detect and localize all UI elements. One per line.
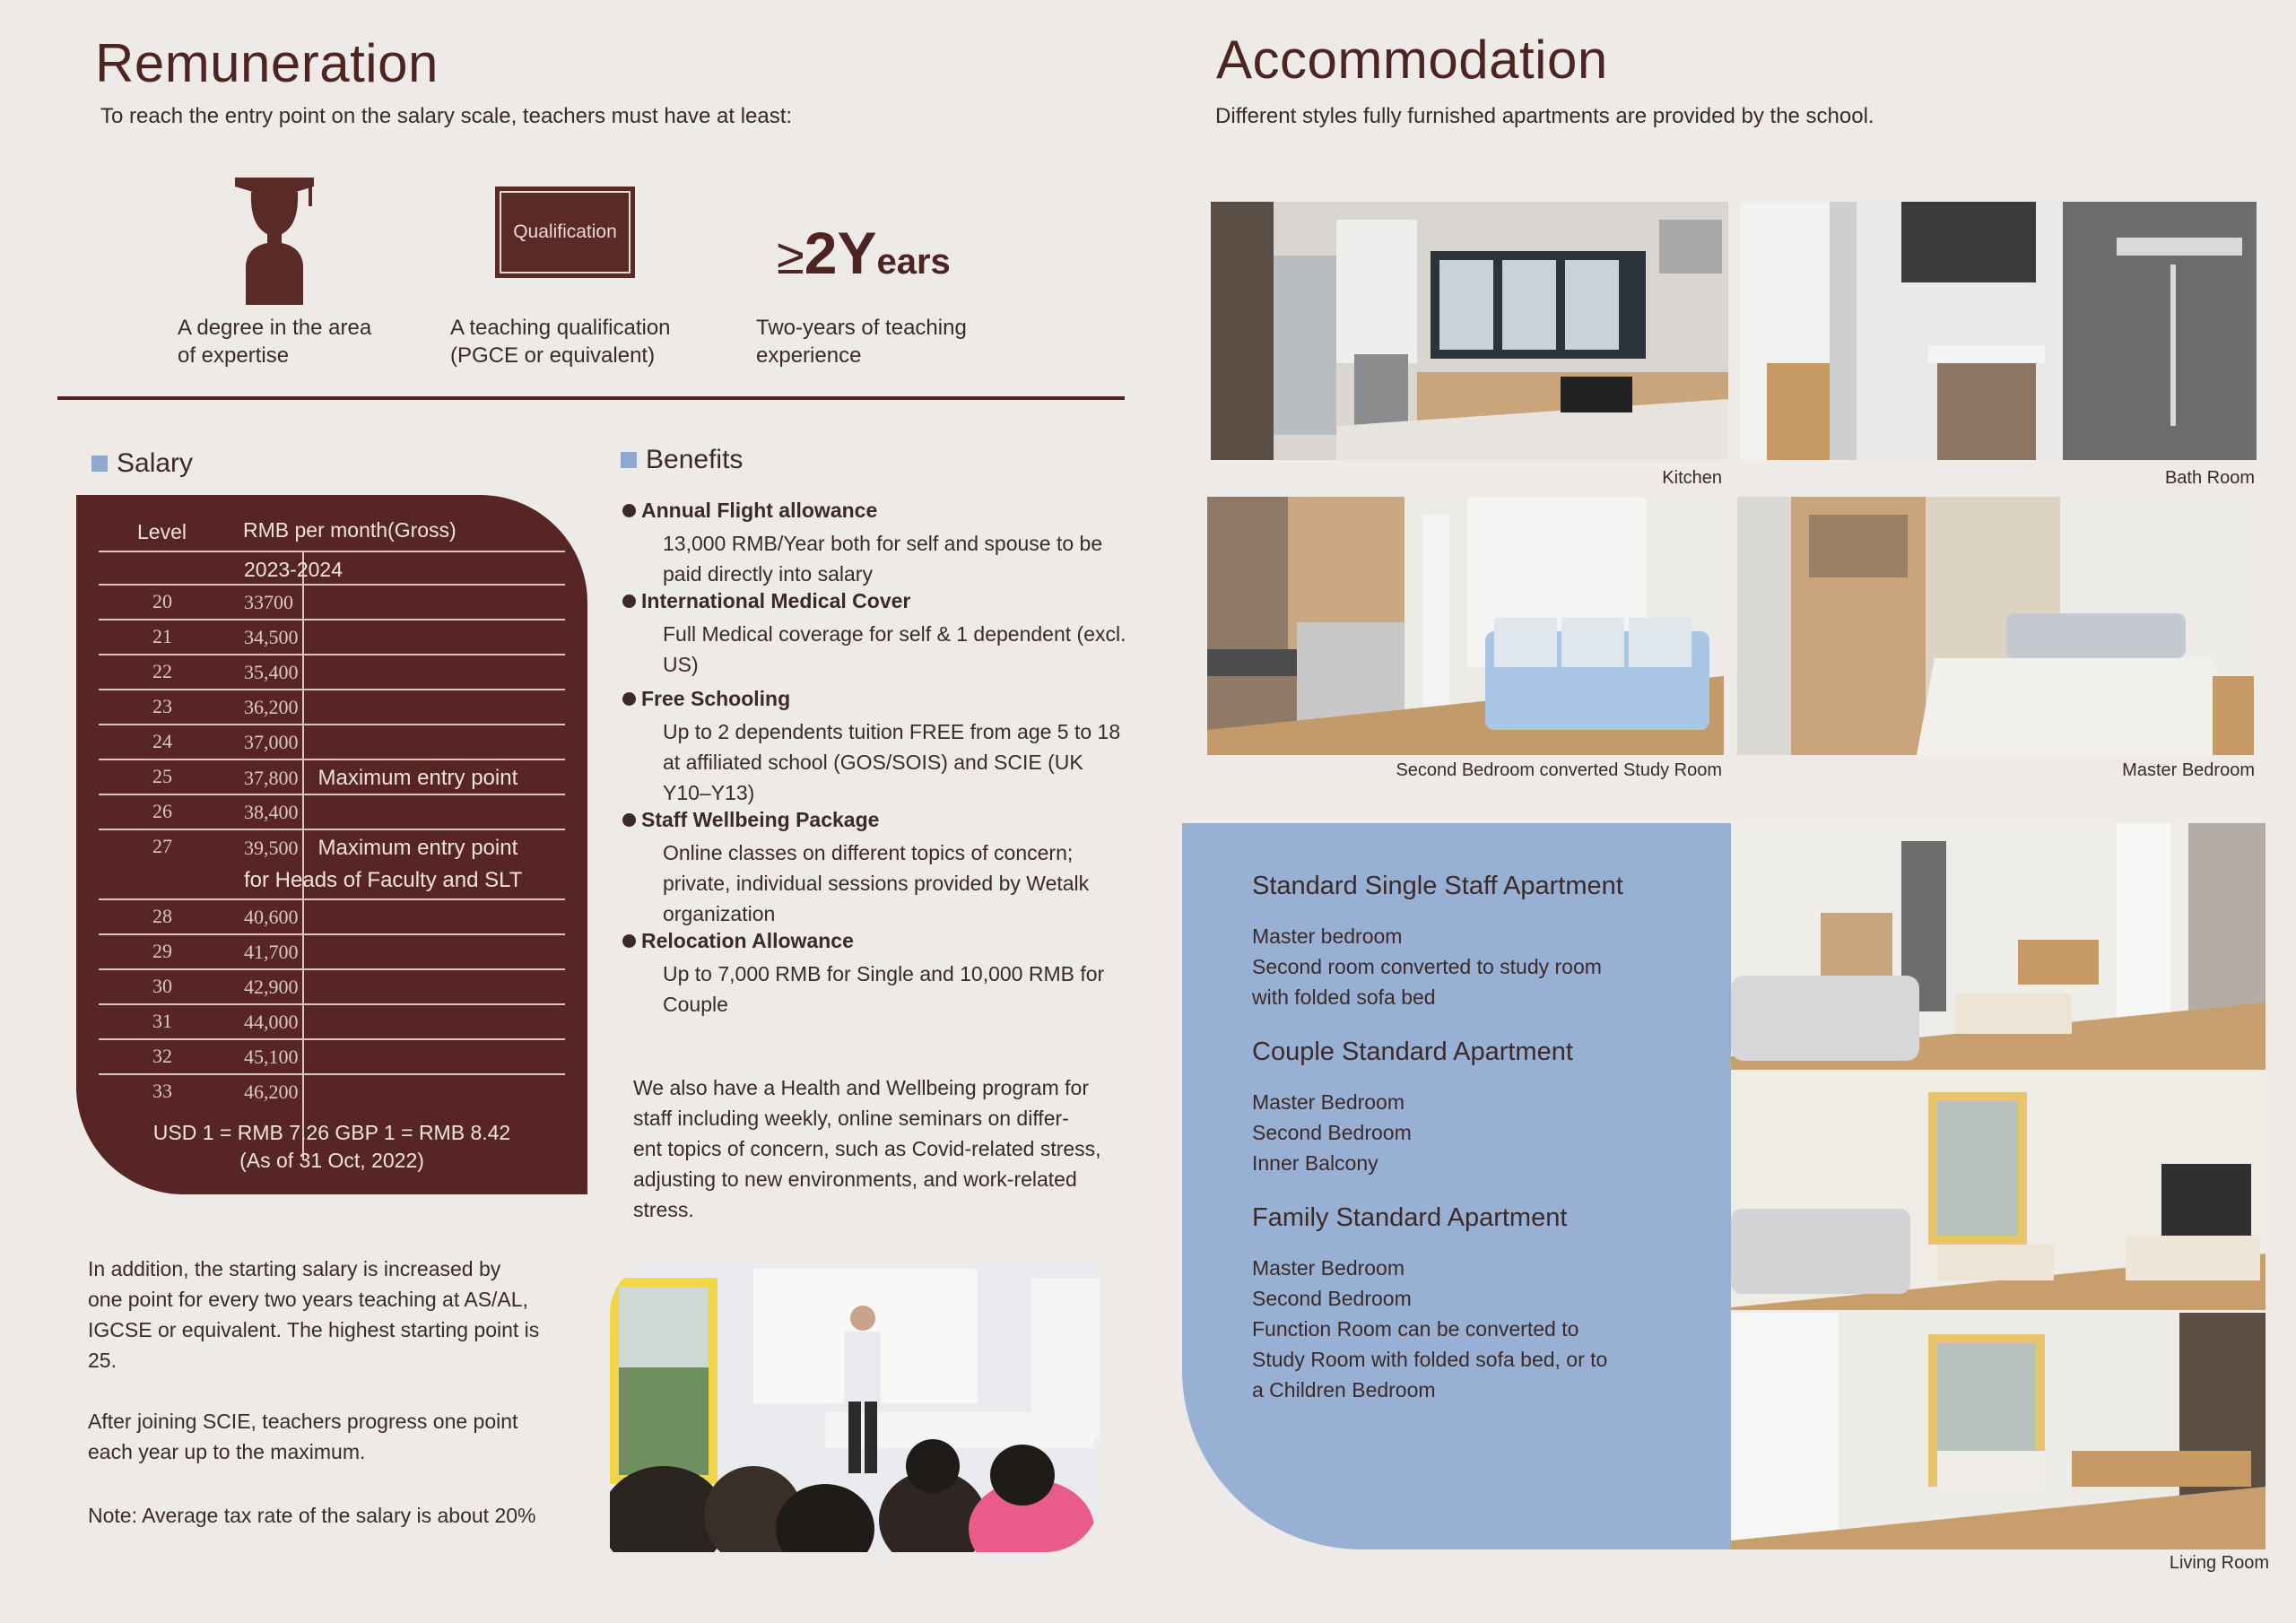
salary-value: 45,100 (244, 1046, 299, 1068)
years-big: 2Y (804, 220, 877, 286)
level-cell: 31 (152, 1010, 172, 1032)
table-row (99, 1040, 565, 1075)
level-cell: 25 (152, 765, 172, 787)
apartment-title: Couple Standard Apartment (1252, 1037, 1573, 1066)
entry-point-note: Maximum entry point (317, 836, 518, 860)
feature-line: Study Room with folded sofa bed, or to (1252, 1348, 1608, 1371)
salary-value: 44,000 (244, 1011, 299, 1033)
desc-line: US) (663, 653, 699, 676)
benefit-desc (663, 838, 1161, 929)
apartment-features (1252, 1253, 1718, 1405)
table-row (99, 935, 565, 970)
desc-line: Y10–Y13) (663, 781, 755, 804)
level-cell: 27 (152, 835, 172, 857)
entry-point-note-line2: for Heads of Faculty and SLT (244, 868, 523, 892)
square-bullet-icon (621, 452, 637, 468)
apartment-list (1252, 872, 1718, 1405)
salary-value-cell (244, 941, 299, 964)
study-room-photo (1207, 497, 1724, 755)
table-row (99, 690, 565, 725)
table-row (99, 621, 565, 655)
salary-value: 41,700 (244, 941, 299, 963)
requirement-line: A degree in the area (178, 316, 372, 340)
benefit-title (622, 499, 1161, 523)
feature-line: Master Bedroom (1252, 1256, 1405, 1280)
benefit-title (622, 589, 1161, 613)
caption-study-room: Second Bedroom converted Study Room (1396, 760, 1722, 780)
level-cell: 29 (152, 940, 172, 962)
feature-line: Second Bedroom (1252, 1121, 1412, 1144)
salary-section-title (91, 448, 193, 479)
note-line: one point for every two years teaching at AS/AL, (88, 1288, 528, 1311)
caption-living-room: Living Room (2169, 1553, 2269, 1573)
text-line: ent topics of concern, such as Covid-related stress, (633, 1137, 1101, 1160)
bullet-dot-icon (622, 934, 636, 948)
salary-value-cell (244, 766, 517, 791)
col-rmb-header: RMB per month(Gross) (243, 518, 457, 542)
level-cell: 26 (152, 800, 172, 822)
benefit-title-text: Staff Wellbeing Package (641, 808, 880, 831)
desc-line: Online classes on different topics of concern; (663, 841, 1074, 864)
section-divider (57, 396, 1125, 400)
benefit-desc (663, 619, 1161, 680)
level-cell: 21 (152, 625, 172, 647)
benefit-title-text: Relocation Allowance (641, 929, 854, 952)
qualification-icon (495, 187, 635, 278)
table-row (99, 1075, 565, 1110)
text-line: stress. (633, 1198, 694, 1221)
bullet-dot-icon (622, 595, 636, 608)
table-row (99, 586, 565, 621)
master-bedroom-photo (1737, 497, 2254, 755)
level-cell: 30 (152, 975, 172, 997)
feature-line: Inner Balcony (1252, 1151, 1378, 1175)
benefit-title-text: Annual Flight allowance (641, 499, 878, 522)
note-line: each year up to the maximum. (88, 1440, 366, 1463)
table-row (99, 795, 565, 830)
text-line: staff including weekly, online seminars on differ- (633, 1107, 1069, 1130)
caption-master-bedroom: Master Bedroom (2122, 760, 2255, 780)
requirement-line: (PGCE or equivalent) (450, 343, 656, 368)
desc-line: Up to 7,000 RMB for Single and 10,000 RMB for (663, 962, 1105, 985)
apartment-title: Family Standard Apartment (1252, 1203, 1568, 1232)
table-row (99, 830, 565, 900)
bullet-dot-icon (622, 813, 636, 827)
requirement-degree (178, 314, 371, 369)
note-line: 25. (88, 1349, 117, 1372)
salary-value: 38,400 (244, 801, 299, 823)
salary-value-cell (244, 836, 517, 861)
level-cell: 24 (152, 730, 172, 752)
salary-value: 33700 (244, 591, 293, 613)
requirement-line: experience (756, 343, 862, 368)
text-line: adjusting to new environments, and work-related (633, 1167, 1077, 1191)
benefits-section-title (621, 445, 743, 475)
remuneration-subtitle: To reach the entry point on the salary scale, teachers must have at least: (100, 104, 793, 128)
caption-kitchen: Kitchen (1662, 468, 1722, 488)
level-cell: 23 (152, 695, 172, 717)
note-line: In addition, the starting salary is increased by (88, 1257, 501, 1280)
salary-value-cell (244, 661, 299, 684)
feature-line: with folded sofa bed (1252, 985, 1436, 1009)
desc-line: Up to 2 dependents tuition FREE from age 5 to 18 (663, 720, 1121, 743)
benefit-title-text: International Medical Cover (641, 589, 911, 612)
salary-value-cell (244, 801, 299, 824)
salary-note-paragraph-1 (88, 1254, 539, 1376)
apartment-features (1252, 921, 1718, 1012)
level-cell: 33 (152, 1080, 172, 1102)
desc-line: Couple (663, 993, 728, 1016)
feature-line: Master bedroom (1252, 924, 1403, 948)
feature-line: a Children Bedroom (1252, 1378, 1436, 1402)
apartment-title: Standard Single Staff Apartment (1252, 872, 1623, 900)
wellbeing-program-text (633, 1072, 1101, 1225)
apartment-features (1252, 1087, 1718, 1178)
bullet-dot-icon (622, 692, 636, 706)
desc-line: at affiliated school (GOS/SOIS) and SCIE (UK (663, 751, 1083, 774)
salary-value: 34,500 (244, 626, 299, 648)
salary-value: 39,500 (244, 837, 299, 859)
text-line: We also have a Health and Wellbeing program for (633, 1076, 1089, 1099)
bullet-dot-icon (622, 504, 636, 517)
benefit-desc (663, 959, 1161, 1020)
feature-line: Master Bedroom (1252, 1090, 1405, 1114)
salary-value-cell (244, 1081, 299, 1104)
caption-bathroom: Bath Room (2164, 468, 2255, 488)
requirement-experience (756, 314, 967, 369)
bathroom-photo (1740, 202, 2257, 460)
desc-line: organization (663, 902, 776, 925)
table-row (99, 725, 565, 760)
note-line: IGCSE or equivalent. The highest starting point is (88, 1318, 540, 1341)
level-cell: 22 (152, 660, 172, 682)
desc-line: Full Medical coverage for self & 1 dependent (excl. (663, 622, 1126, 646)
year-label: 2023-2024 (244, 558, 343, 581)
two-years-icon (777, 219, 951, 287)
tax-note: Note: Average tax rate of the salary is about 20% (88, 1504, 536, 1527)
note-line: After joining SCIE, teachers progress one point (88, 1410, 518, 1433)
salary-value: 36,200 (244, 696, 299, 718)
square-bullet-icon (91, 456, 108, 472)
benefit-desc (663, 716, 1161, 808)
level-cell: 20 (152, 590, 172, 612)
requirement-qualification (450, 314, 671, 369)
table-row (99, 970, 565, 1005)
accommodation-subtitle: Different styles fully furnished apartments are provided by the school. (1215, 104, 1874, 128)
table-row (99, 760, 565, 795)
salary-value-cell (244, 591, 293, 614)
salary-value-cell (244, 731, 299, 754)
salary-value: 40,600 (244, 906, 299, 928)
salary-value: 37,800 (244, 767, 299, 789)
years-symbol: ≥ (777, 228, 804, 284)
salary-value: 35,400 (244, 661, 299, 683)
salary-value-cell (244, 906, 299, 929)
salary-value: 42,900 (244, 976, 299, 998)
graduate-icon (231, 178, 317, 305)
requirement-line: of expertise (178, 343, 290, 368)
accommodation-title: Accommodation (1216, 30, 1608, 90)
salary-value-cell (244, 1011, 299, 1034)
classroom-photo (610, 1260, 1100, 1552)
fx-rate-line2: (As of 31 Oct, 2022) (239, 1149, 424, 1172)
salary-value: 37,000 (244, 731, 299, 753)
living-room-photos (1731, 823, 2266, 1549)
col-level-header: Level (137, 520, 187, 543)
benefit-title-text: Free Schooling (641, 687, 791, 710)
benefit-title (622, 929, 1161, 953)
entry-point-note: Maximum entry point (317, 766, 518, 790)
level-cell: 28 (152, 905, 172, 927)
level-cell: 32 (152, 1045, 172, 1067)
salary-value-cell (244, 626, 299, 649)
salary-note-paragraph-2 (88, 1406, 517, 1467)
table-row (99, 655, 565, 690)
qualification-icon-text: Qualification (500, 191, 631, 273)
table-row (99, 900, 565, 935)
benefit-desc (663, 528, 1161, 589)
remuneration-title: Remuneration (95, 33, 439, 93)
salary-title-text: Salary (117, 448, 194, 478)
feature-line: Second Bedroom (1252, 1287, 1412, 1310)
table-row (99, 1005, 565, 1040)
desc-line: private, individual sessions provided by Wetalk (663, 872, 1090, 895)
salary-value-cell (244, 976, 299, 999)
benefits-title-text: Benefits (646, 445, 744, 474)
salary-value-cell (244, 1046, 299, 1069)
benefit-title (622, 687, 1161, 711)
benefits-list (622, 499, 1161, 1020)
feature-line: Second room converted to study room (1252, 955, 1602, 978)
feature-line: Function Room can be converted to (1252, 1317, 1579, 1341)
salary-value-cell (244, 696, 299, 719)
table-year-row (99, 551, 565, 586)
requirement-line: Two-years of teaching (756, 316, 967, 340)
fx-rate-line1: USD 1 = RMB 7.26 GBP 1 = RMB 8.42 (152, 1121, 511, 1144)
benefit-title (622, 808, 1161, 832)
salary-table (76, 495, 587, 1194)
requirement-line: A teaching qualification (450, 316, 671, 340)
salary-value: 46,200 (244, 1081, 299, 1103)
kitchen-photo (1211, 202, 1728, 460)
desc-line: 13,000 RMB/Year both for self and spouse to be (663, 532, 1103, 555)
years-small: ears (876, 242, 951, 282)
desc-line: paid directly into salary (663, 562, 873, 586)
